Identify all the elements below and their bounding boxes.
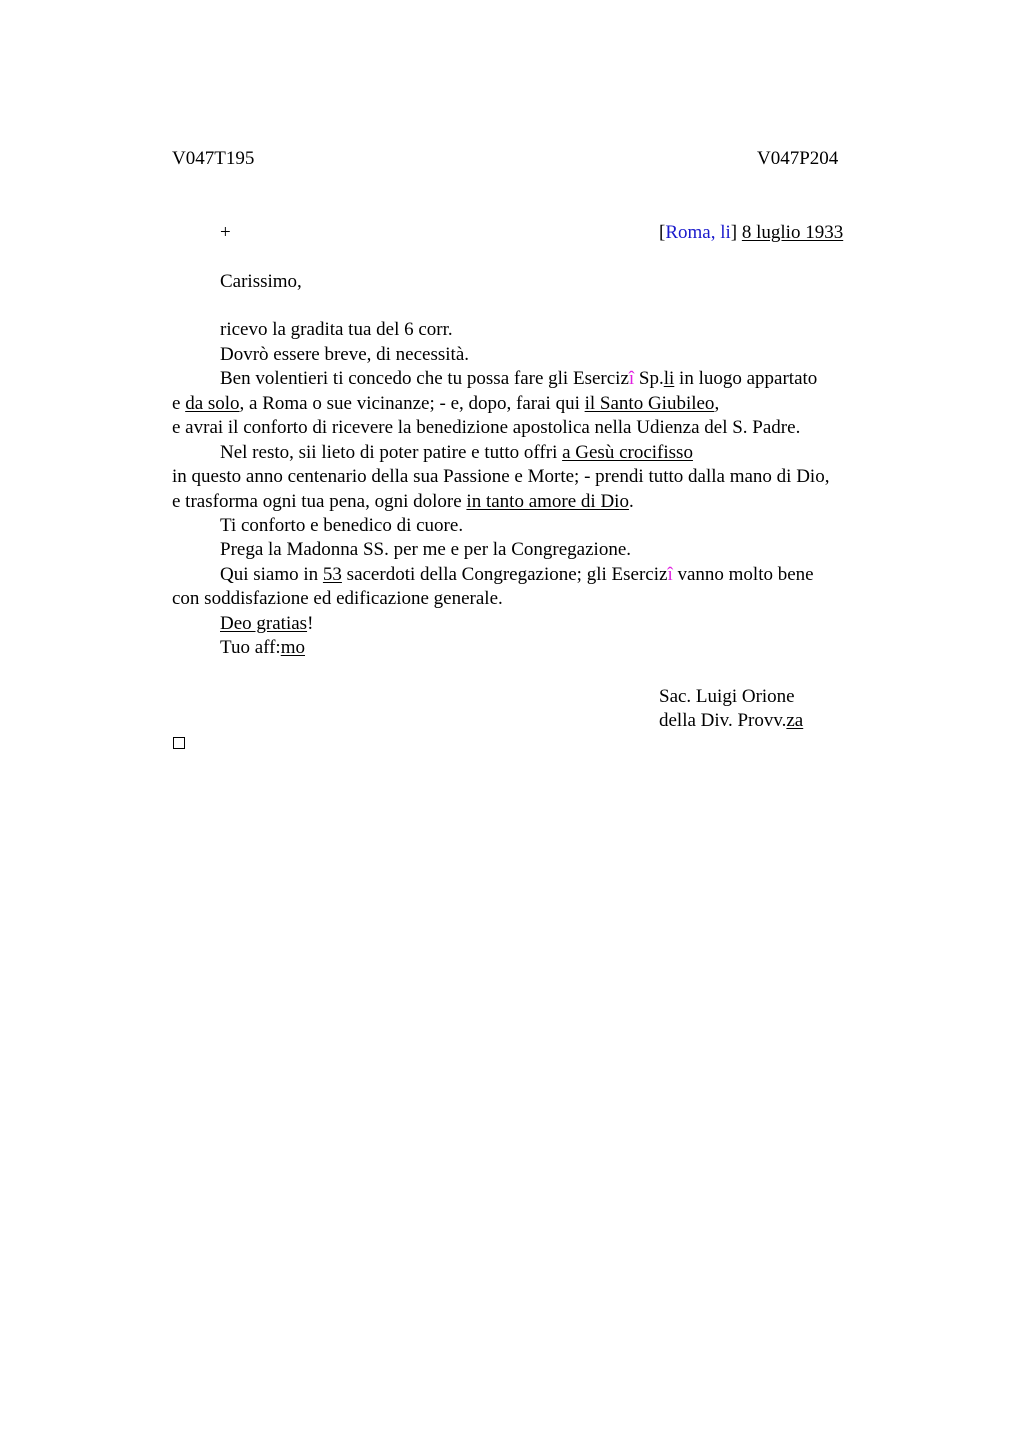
closing-line [220, 636, 305, 660]
text-run: Nel resto, sii lieto di poter patire e tutto offri [220, 442, 563, 463]
body-line-8 [172, 490, 634, 514]
text-run: Ben volentieri ti concedo che tu possa fare gli Eserciz [220, 368, 629, 389]
text-run: della Div. Provv. [659, 710, 787, 731]
underlined-text: a Gesù crocifisso [562, 442, 693, 463]
body-line-13 [220, 612, 313, 636]
body-line-9: Ti conforto e benedico di cuore. [220, 515, 464, 536]
underlined-text: 53 [322, 564, 342, 585]
underlined-text: il Santo Giubileo [584, 393, 715, 414]
body-line-7: in questo anno centenario della sua Passione e Morte; - prendi tutto dalla mano di Dio, [172, 466, 830, 487]
underlined-text: mo [280, 637, 305, 658]
body-line-5: e avrai il conforto di ricevere la benedizione apostolica nella Udienza del S. Padre. [172, 417, 801, 438]
text-run: vanno molto bene [672, 564, 814, 585]
text-run: e [172, 393, 186, 414]
circumflex-char: î [628, 368, 635, 389]
underlined-text: za [786, 710, 804, 731]
text-run: sacerdoti della Congregazione; gli Eserciz [341, 564, 668, 585]
body-line-1: ricevo la gradita tua del 6 corr. [220, 319, 453, 340]
underlined-text: Deo gratias [220, 613, 308, 634]
circumflex-char: î [667, 564, 673, 585]
document-code-left: V047T195 [172, 148, 255, 169]
body-line-10: Prega la Madonna SS. per me e per la Congregazione. [220, 539, 632, 560]
underlined-text: da solo [185, 393, 240, 414]
date-text: 8 luglio 1933 [741, 222, 844, 243]
underlined-text: in tanto amore di Dio [466, 491, 629, 512]
body-line-11 [220, 563, 814, 587]
text-run: in luogo appartato [674, 368, 818, 389]
text-run: e trasforma ogni tua pena, ogni dolore [172, 491, 467, 512]
body-line-2: Dovrò essere breve, di necessità. [220, 344, 470, 365]
body-line-4 [172, 392, 719, 416]
underlined-text: li [663, 368, 675, 389]
text-run: Tuo aff: [220, 637, 281, 658]
text-run: ! [307, 613, 314, 634]
body-line-3 [220, 367, 817, 391]
bracket-open: [ [659, 222, 666, 243]
body-line-6 [220, 441, 693, 465]
place-text: Roma, li [665, 222, 731, 243]
text-run: Sp. [634, 368, 664, 389]
salutation: Carissimo, [220, 271, 302, 292]
bracket-close: ] [730, 222, 738, 243]
text-run: , [714, 393, 720, 414]
signature-title [659, 709, 803, 733]
text-run: Qui siamo in [220, 564, 323, 585]
signature-name: Sac. Luigi Orione [659, 686, 795, 707]
body-line-12: con soddisfazione ed edificazione generale. [172, 588, 503, 609]
text-run: . [628, 491, 634, 512]
cross-symbol: + [220, 222, 231, 243]
text-run: , a Roma o sue vicinanze; - e, dopo, farai qui [239, 393, 585, 414]
letter-date [659, 221, 843, 245]
document-code-right: V047P204 [757, 148, 839, 169]
end-marker-box [173, 737, 185, 749]
